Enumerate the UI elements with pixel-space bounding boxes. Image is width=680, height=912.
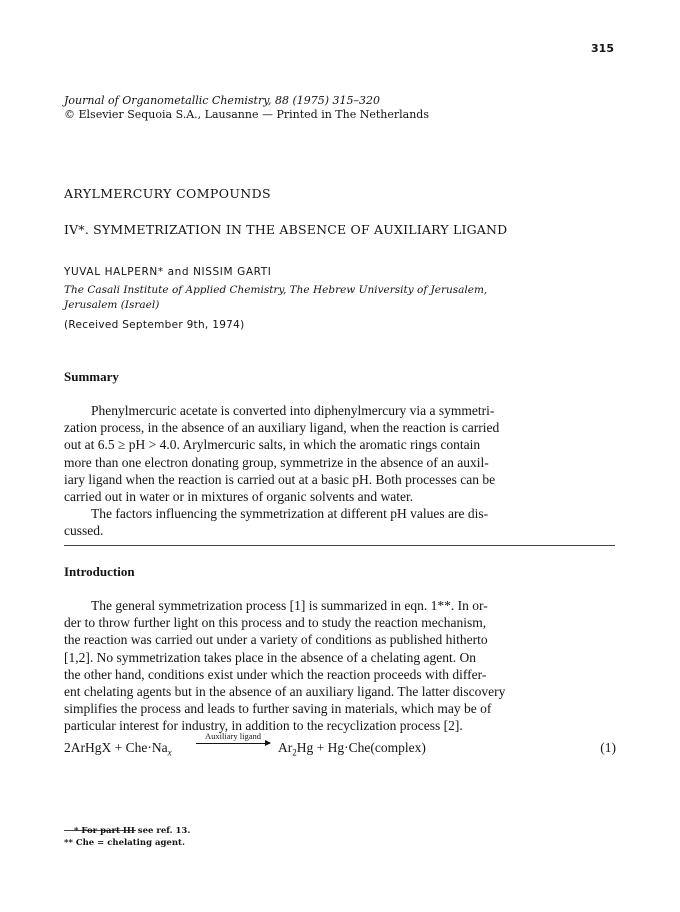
products-text: Hg + Hg·Che(complex) [296, 740, 426, 755]
text-line: ent chelating agents but in the absence of an auxiliary ligand. The latter discovery [64, 684, 506, 700]
page-number: 315 [591, 42, 614, 55]
affiliation-line: Jerusalem (Israel) [64, 299, 160, 311]
equation-number: (1) [600, 740, 616, 755]
text-line: the other hand, conditions exist under which the reaction proceeds with differ- [64, 666, 487, 682]
paper-title: IV*. SYMMETRIZATION IN THE ABSENCE OF AUXILIARY LIGAND [64, 222, 508, 237]
equation-1 [64, 731, 616, 762]
series-title: ARYLMERCURY COMPOUNDS [64, 186, 272, 201]
subscript-2: 2 [292, 747, 297, 758]
text-line: carried out in water or in mixtures of organic solvents and water. [64, 489, 414, 505]
summary-heading: Summary [64, 369, 119, 384]
affiliation-line: The Casali Institute of Applied Chemistry, The Hebrew University of Jerusalem, [64, 284, 488, 296]
footnote: ** Che = chelating agent. [64, 838, 185, 848]
summary-paragraph [64, 402, 616, 540]
affiliation [64, 283, 487, 313]
introduction-heading: Introduction [64, 564, 135, 579]
section-divider [64, 545, 615, 546]
introduction-paragraph [64, 597, 616, 735]
product-ar: Ar [278, 740, 293, 755]
text-line: iary ligand when the reaction is carried out at a basic pH. Both processes can be [64, 471, 496, 487]
authors: YUVAL HALPERN* and NISSIM GARTI [64, 266, 272, 278]
text-line: zation process, in the absence of an auxiliary ligand, when the reaction is carried [64, 420, 500, 436]
journal-citation: Journal of Organometallic Chemistry, 88 (1975) 315–320 [64, 94, 381, 107]
arrow-label: Auxiliary ligand [205, 731, 261, 741]
text-line: out at 6.5 ≥ pH > 4.0. Arylmercuric salts, in which the aromatic rings contain [64, 437, 481, 453]
publisher-line: © Elsevier Sequoia S.A., Lausanne — Printed in The Netherlands [64, 108, 429, 121]
reaction-arrow [196, 731, 270, 744]
text-line: cussed. [64, 523, 104, 539]
arrow-shaft [196, 743, 270, 744]
text-line: der to throw further light on this process and to study the reaction mechanism, [64, 615, 487, 631]
text-line: The general symmetrization process [1] is summarized in eqn. 1**. In or- [91, 598, 488, 613]
text-line: [1,2]. No symmetrization takes place in the absence of a chelating agent. On [64, 649, 476, 665]
equation-reactants [64, 740, 172, 758]
text-line: simplifies the process and leads to further saving in materials, which may be of [64, 701, 492, 717]
subscript-x: x [167, 747, 172, 758]
received-date: (Received September 9th, 1974) [64, 319, 245, 331]
text-line: particular interest for industry, in addition to the recyclization process [2]. [64, 718, 463, 734]
text-line: The factors influencing the symmetrization at different pH values are dis- [91, 506, 489, 522]
reactants-text: 2ArHgX + Che·Na [64, 740, 168, 755]
footnote: * For part III see ref. 13. [74, 826, 191, 836]
text-line: Phenylmercuric acetate is converted into diphenylmercury via a symmetri- [91, 403, 495, 418]
text-line: the reaction was carried out under a variety of conditions as published hitherto [64, 632, 488, 648]
text-line: more than one electron donating group, symmetrize in the absence of an auxil- [64, 454, 489, 470]
equation-products [278, 740, 426, 758]
